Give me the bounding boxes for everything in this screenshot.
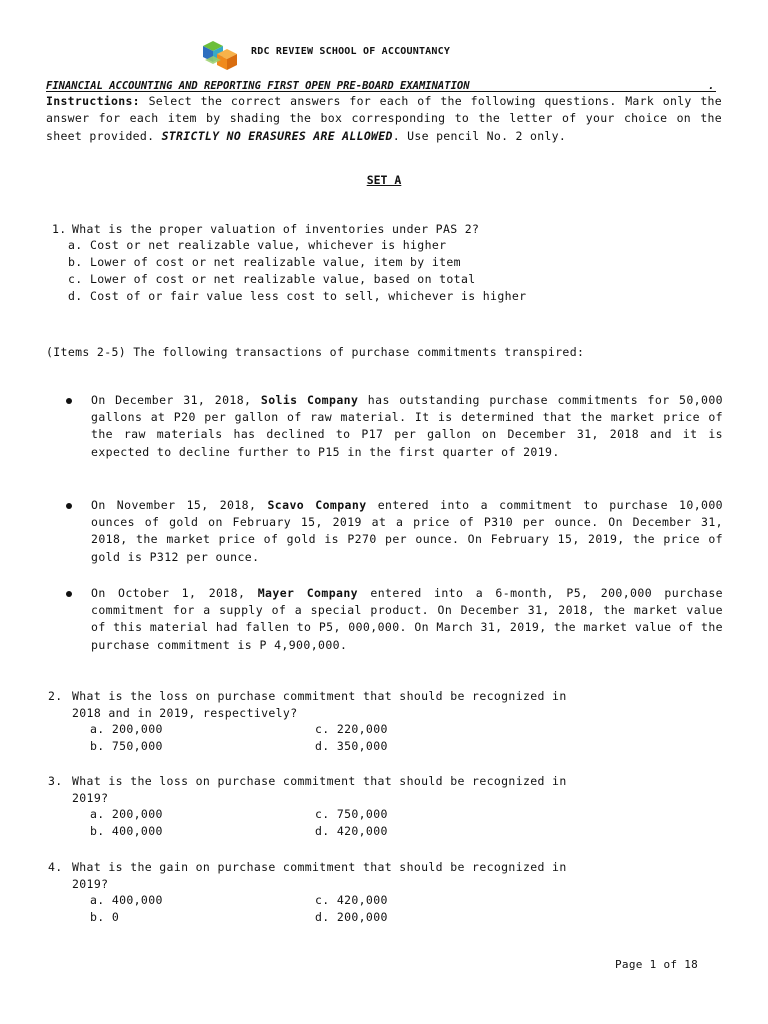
q4-option-b: b. 0 [90, 910, 120, 924]
question-4-number: 4. [48, 860, 63, 874]
transaction-scavo [91, 497, 723, 566]
q4-option-a: a. 400,000 [90, 893, 163, 907]
question-1-text: What is the proper valuation of inventories under PAS 2? [72, 222, 480, 236]
bullet-2-company: Scavo Company [267, 498, 367, 512]
q1-option-a-letter: a. [68, 238, 83, 252]
q1-option-d-letter: d. [68, 289, 83, 303]
question-3-line1: What is the loss on purchase commitment that should be recognized in [72, 774, 567, 788]
question-3-line2: 2019? [72, 791, 109, 805]
bullet-icon [66, 503, 72, 509]
instructions-tail: . Use pencil No. 2 only. [392, 128, 567, 143]
instructions [46, 93, 722, 145]
q1-option-d: Cost of or fair value less cost to sell, whichever is higher [90, 289, 527, 303]
q2-option-b: b. 750,000 [90, 739, 163, 753]
q3-option-d: d. 420,000 [315, 824, 388, 838]
bullet-3-company: Mayer Company [257, 586, 358, 600]
transaction-mayer [91, 585, 723, 654]
items-intro: (Items 2-5) The following transactions of purchase commitments transpired: [46, 345, 585, 359]
q2-option-d: d. 350,000 [315, 739, 388, 753]
question-1-number: 1. [52, 222, 67, 236]
page-number: Page 1 of 18 [615, 958, 699, 971]
exam-title-text: FINANCIAL ACCOUNTING AND REPORTING FIRST OPEN PRE-BOARD EXAMINATION [46, 80, 470, 92]
q2-option-a: a. 200,000 [90, 722, 163, 736]
q4-option-c: c. 420,000 [315, 893, 388, 907]
q1-option-b: Lower of cost or net realizable value, item by item [90, 255, 461, 269]
bullet-1-pre: On December 31, 2018, [91, 393, 261, 407]
set-label: SET A [366, 173, 402, 187]
question-4-line2: 2019? [72, 877, 109, 891]
school-name: RDC REVIEW SCHOOL OF ACCOUNTANCY [251, 46, 451, 57]
instructions-label: Instructions: [46, 94, 140, 108]
q1-option-b-letter: b. [68, 255, 83, 269]
question-4-line1: What is the gain on purchase commitment that should be recognized in [72, 860, 567, 874]
bullet-icon [66, 398, 72, 404]
q1-option-c-letter: c. [68, 272, 83, 286]
transaction-solis [91, 392, 723, 461]
q3-option-b: b. 400,000 [90, 824, 163, 838]
instructions-text: Select the correct answers for each of the following questions. Mark only the answer for each item by shading the box corresponding to the letter of your choice on the sheet provided. [46, 94, 722, 143]
bullet-3-post: entered into a 6-month, P5, 200,000 purchase commitment for a supply of a special product. On December 31, 2018, the market value of this material had fallen to P5, 000,000. On March 31, 2019, the market value of the purchase commitment is P 4,900,000. [91, 586, 723, 652]
question-2-number: 2. [48, 689, 63, 703]
q4-option-d: d. 200,000 [315, 910, 388, 924]
exam-title-end: . [708, 80, 715, 92]
title-underline [46, 91, 716, 92]
bullet-2-post: entered into a commitment to purchase 10,000 ounces of gold on February 15, 2019 at a price of P310 per ounce. On December 31, 2018, the market price of gold is P270 per ounce. On February 15, 2019, the price of gold is P312 per ounce. [91, 498, 723, 564]
exam-title [46, 80, 715, 92]
question-3-number: 3. [48, 774, 63, 788]
bullet-1-company: Solis Company [260, 393, 359, 407]
instructions-strict: STRICTLY NO ERASURES ARE ALLOWED [161, 128, 393, 143]
q3-option-c: c. 750,000 [315, 807, 388, 821]
q2-option-c: c. 220,000 [315, 722, 388, 736]
q1-option-a: Cost or net realizable value, whichever is higher [90, 238, 447, 252]
q1-option-c: Lower of cost or net realizable value, based on total [90, 272, 476, 286]
bullet-2-pre: On November 15, 2018, [91, 498, 268, 512]
bullet-icon [66, 591, 72, 597]
question-2-line1: What is the loss on purchase commitment that should be recognized in [72, 689, 567, 703]
bullet-3-pre: On October 1, 2018, [91, 586, 258, 600]
question-2-line2: 2018 and in 2019, respectively? [72, 706, 298, 720]
school-logo-icon [199, 38, 241, 74]
q3-option-a: a. 200,000 [90, 807, 163, 821]
bullet-1-post: has outstanding purchase commitments for 50,000 gallons at P20 per gallon of raw material. It is determined that the market price of the raw materials has declined to P17 per gallon on December 31, 2018 and it is expected to decline further to P15 in the first quarter of 2019. [91, 393, 723, 459]
